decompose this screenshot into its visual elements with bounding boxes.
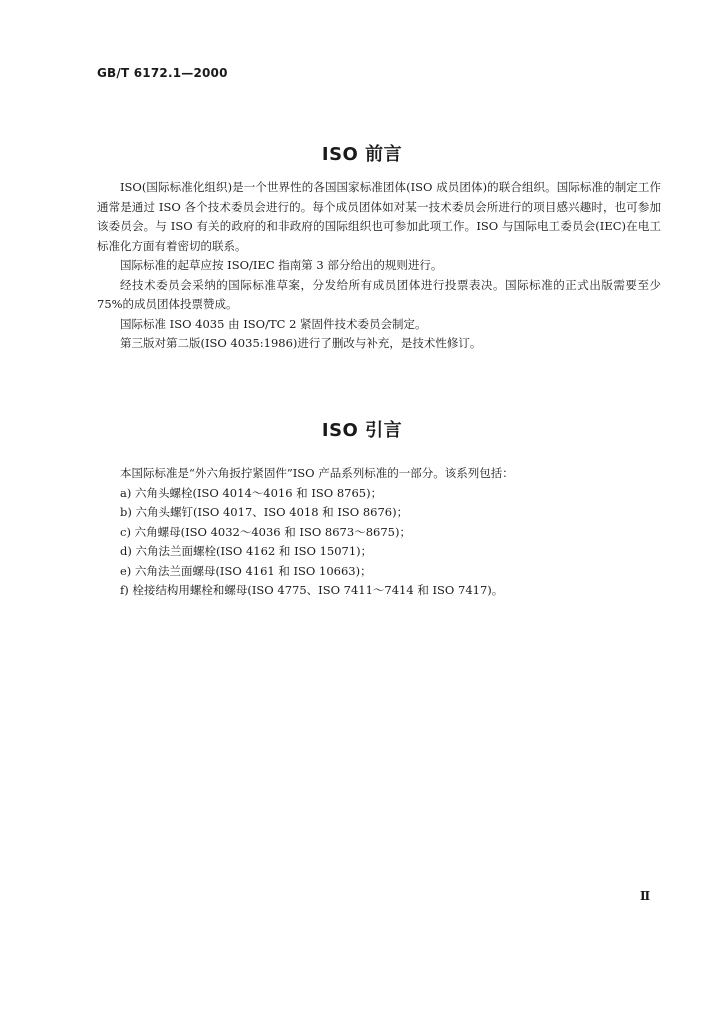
introduction-lead: 本国际标准是“外六角扳拧紧固件”ISO 产品系列标准的一部分。该系列包括： [120,466,514,480]
foreword-paragraph: 国际标准的起草应按 ISO/IEC 指南第 3 部分给出的规则进行。 [120,258,443,272]
list-item: f) 栓接结构用螺栓和螺母(ISO 4775、ISO 7411～7414 和 ISO 7417)。 [120,583,504,597]
list-item: b) 六角头螺钉(ISO 4017、ISO 4018 和 ISO 8676)； [120,505,409,519]
standard-code: GB/T 6172.1—2000 [97,66,228,80]
foreword-paragraph: 经技术委员会采纳的国际标准草案，分发给所有成员团体进行投票表决。国际标准的正式出版需要至少 75%的成员团体投票赞成。 [97,277,661,311]
foreword-paragraph: 国际标准 ISO 4035 由 ISO/TC 2 紧固件技术委员会制定。 [120,316,427,331]
foreword-paragraph: 第三版对第二版(ISO 4035:1986)进行了删改与补充，是技术性修订。 [120,336,482,350]
introduction-title: ISO 引言 [321,420,403,441]
list-item: a) 六角头螺栓(ISO 4014～4016 和 ISO 8765)； [120,485,383,500]
foreword-paragraph: ISO(国际标准化组织)是一个世界性的各国国家标准团体(ISO 成员团体)的联合组织。国际标准的制定工作通常是通过 ISO 各个技术委员会进行的。每个成员团体如对某一技术委员会所进行的项目感兴趣时，也可参加该委员会。与 ISO 有关的政府的和非政府的国际组织也可参加此项工作。ISO 与国际电工委员会(IEC)在电工标准化方面有着密切的联系。 [97,180,661,253]
foreword-title: ISO 前言 [321,144,403,165]
introduction-body [97,464,661,601]
list-item: e) 六角法兰面螺母(ISO 4161 和 ISO 10663)； [120,563,372,578]
foreword-body [97,178,661,354]
list-item: d) 六角法兰面螺栓(ISO 4162 和 ISO 15071)； [120,544,373,558]
page-number: Ⅱ [640,889,651,903]
list-item: c) 六角螺母(ISO 4032～4036 和 ISO 8673～8675)； [120,524,411,539]
product-series-list [97,484,661,601]
